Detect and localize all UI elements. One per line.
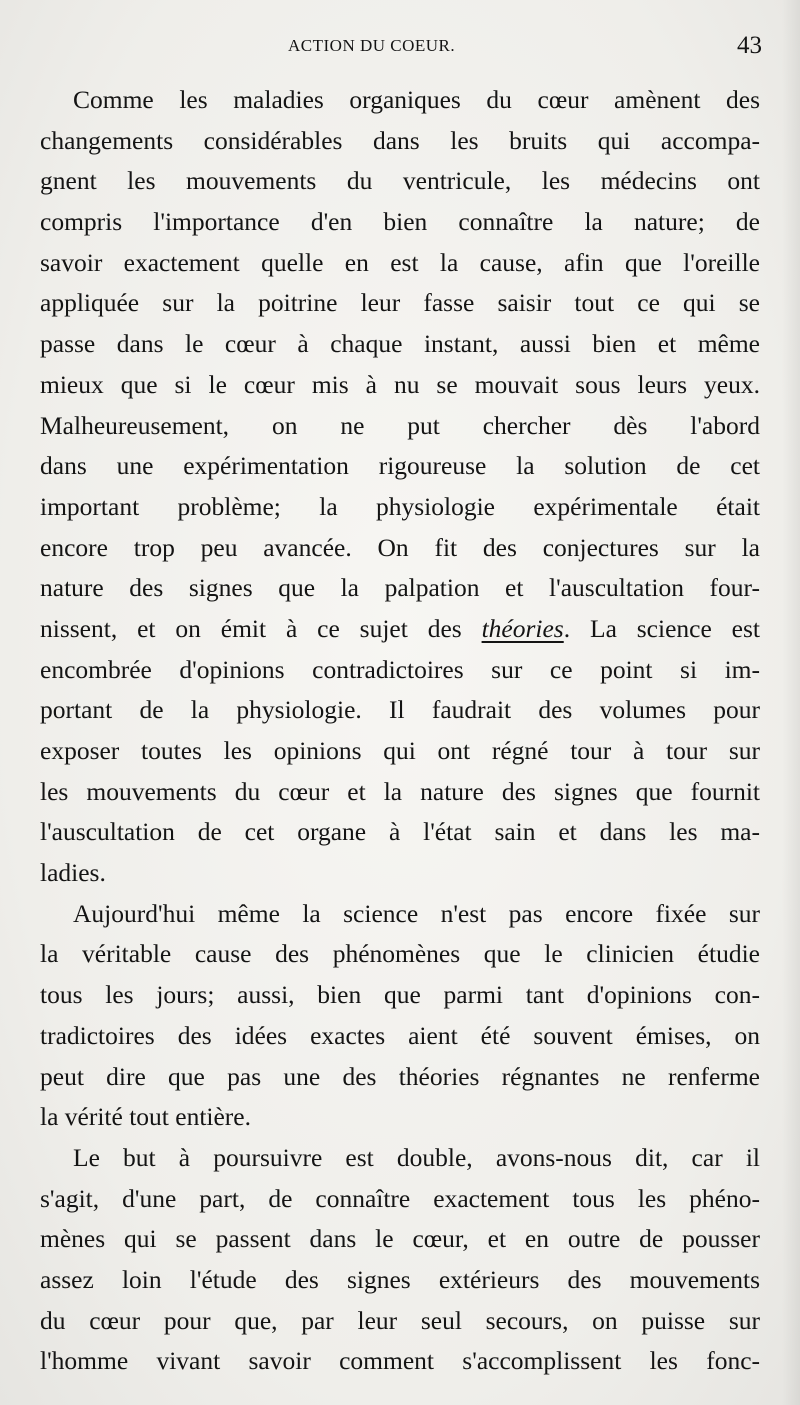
paragraph-2 xyxy=(40,894,760,1138)
text-line: Aujourd'hui même la science n'est pas encore fixée sur xyxy=(73,898,760,928)
text-line: peut dire que pas une des théories régnantes ne renferme xyxy=(40,1061,760,1091)
text-line: exposer toutes les opinions qui ont régné tour à tour sur xyxy=(40,736,760,765)
text-line: du cœur pour que, par leur seul secours, on puisse sur xyxy=(40,1305,760,1335)
running-head xyxy=(0,32,800,66)
text-line: la véritable cause des phénomènes que le clinicien étudie xyxy=(40,939,760,969)
text-line: les mouvements du cœur et la nature des signes que fournit xyxy=(40,776,760,806)
underlined-word: théories xyxy=(481,613,564,643)
text-line: portant de la physiologie. Il faudrait des volumes pour xyxy=(40,695,760,725)
text-line: encore trop peu avancée. On fit des conjectures sur la xyxy=(40,532,760,562)
text-line: nature des signes que la palpation et l'auscultation four- xyxy=(40,573,760,603)
text-line: compris l'importance d'en bien connaître la nature; de xyxy=(40,207,760,237)
text-line: important problème; la physiologie expérimentale était xyxy=(40,491,760,521)
text-line: passe dans le cœur à chaque instant, aussi bien et même xyxy=(40,329,760,359)
paragraph-3 xyxy=(40,1138,760,1382)
text-line: Le but à poursuivre est double, avons-nous dit, car il xyxy=(73,1142,760,1172)
paragraph-1 xyxy=(40,80,760,894)
page-number: 43 xyxy=(737,32,762,59)
text-line: savoir exactement quelle en est la cause, afin que l'oreille xyxy=(40,247,760,277)
text-line: encombrée d'opinions contradictoires sur ce point si im- xyxy=(40,654,760,684)
text-line: mènes qui se passent dans le cœur, et en outre de pousser xyxy=(40,1224,760,1254)
text-line: l'homme vivant savoir comment s'accomplissent les fonc- xyxy=(40,1346,760,1376)
text-fragment: nissent, et on émit à ce sujet des xyxy=(40,613,482,643)
page-edge-shadow xyxy=(782,0,800,1405)
text-line: ladies. xyxy=(40,858,106,888)
text-line: s'agit, d'une part, de connaître exactement tous les phéno- xyxy=(40,1183,760,1213)
text-line: mieux que si le cœur mis à nu se mouvait sous leurs yeux. xyxy=(40,369,760,399)
text-line: assez loin l'étude des signes extérieurs des mouvements xyxy=(40,1264,760,1294)
text-line: gnent les mouvements du ventricule, les médecins ont xyxy=(40,166,760,196)
text-fragment: . La science est xyxy=(563,613,760,643)
body-text xyxy=(40,80,760,1382)
text-line: l'auscultation de cet organe à l'état sain et dans les ma- xyxy=(40,817,760,847)
text-line: appliquée sur la poitrine leur fasse saisir tout ce qui se xyxy=(40,288,760,318)
text-line-emphasis xyxy=(40,609,760,650)
text-line: la vérité tout entière. xyxy=(40,1102,251,1132)
text-line: tradictoires des idées exactes aient été souvent émises, on xyxy=(40,1020,760,1050)
text-line: Comme les maladies organiques du cœur amènent des xyxy=(73,85,760,114)
text-line: Malheureusement, on ne put chercher dès l'abord xyxy=(40,410,760,440)
text-line: tous les jours; aussi, bien que parmi tant d'opinions con- xyxy=(40,980,760,1010)
running-title: ACTION DU COEUR. xyxy=(288,36,456,55)
text-line: dans une expérimentation rigoureuse la solution de cet xyxy=(40,451,760,481)
text-line: changements considérables dans les bruits qui accompa- xyxy=(40,125,760,155)
